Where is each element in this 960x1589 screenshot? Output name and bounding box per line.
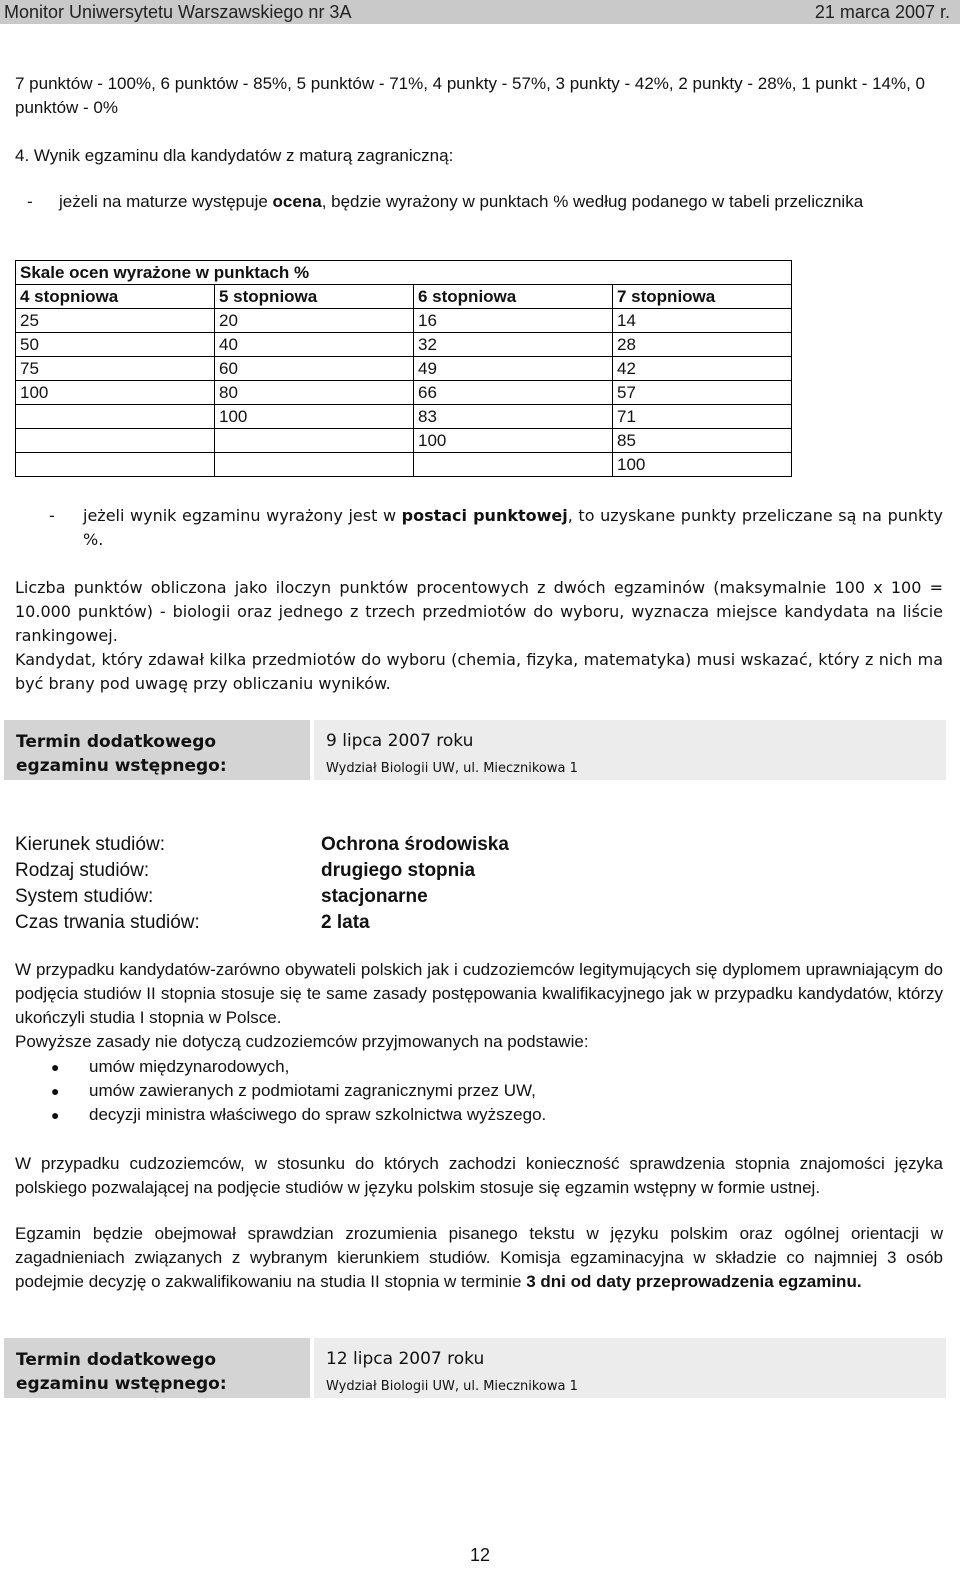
para-kandydat: Kandydat, który zdawał kilka przedmiotów do wyboru (chemia, fizyka, matematyka) musi wskazać, który z nich ma być brany pod uwagę przy obliczaniu wyników.: [15, 650, 943, 693]
table-cell: [16, 405, 215, 429]
page-header: [0, 0, 960, 24]
list-item: [15, 1055, 943, 1079]
table-cell: [215, 429, 414, 453]
bullet-ocena-text: [59, 190, 863, 214]
para-egzamin-bold: 3 dni od daty przeprowadzenia egzaminu.: [526, 1272, 862, 1291]
scale-table-header: [16, 285, 792, 309]
para-egzamin: [15, 1222, 943, 1294]
header-cell: 5 stopniowa: [215, 285, 414, 309]
bullet-dot-icon: ●: [51, 1107, 60, 1123]
exemptions-list: [15, 1055, 943, 1127]
table-row: [16, 453, 792, 477]
program-key: Czas trwania studiów:: [15, 912, 200, 933]
table-cell: 60: [215, 357, 414, 381]
program-value: 2 lata: [321, 912, 370, 933]
bullet-punktowa-post: , to uzyskane punkty przeliczane są na punkty %.: [83, 506, 944, 549]
page-number: 12: [469, 1545, 491, 1565]
table-cell: [16, 453, 215, 477]
table-row: [16, 381, 792, 405]
program-row: [15, 910, 509, 936]
bullet-punktowa-text: [83, 504, 943, 552]
table-cell: 42: [613, 357, 792, 381]
program-value: drugiego stopnia: [321, 860, 476, 881]
program-key: System studiów:: [15, 886, 154, 907]
scale-table-title: Skale ocen wyrażone w punktach %: [16, 261, 792, 285]
header-cell: 4 stopniowa: [16, 285, 215, 309]
list-item-text: umów zawieranych z podmiotami zagranicznymi przez UW,: [89, 1081, 536, 1100]
scale-percent-line: 7 punktów - 100%, 6 punktów - 85%, 5 punktów - 71%, 4 punkty - 57%, 3 punkty - 42%, 2 punkty - 28%, 1 punkt - 14%, 0 punktów - 0%: [15, 74, 926, 117]
table-cell: 49: [414, 357, 613, 381]
table-cell: 83: [414, 405, 613, 429]
program-key: Rodzaj studiów:: [15, 860, 150, 881]
table-row: [16, 405, 792, 429]
bullet-punktowa-pre: jeżeli wynik egzaminu wyrażony jest w: [83, 506, 402, 525]
table-cell: 16: [414, 309, 613, 333]
dash: -: [49, 506, 55, 525]
para-liczba: Liczba punktów obliczona jako iloczyn punktów procentowych z dwóch egzaminów (maksymalnie 100 x 100 = 10.000 punktów) - biologii oraz jednego z trzech przedmiotów do wyboru, wyznacza miejsce kandydata na liście rankingowej.: [15, 578, 943, 645]
bullet-punktowa-bold: postaci punktowej: [401, 506, 568, 525]
table-cell: 100: [16, 381, 215, 405]
scale-table: [15, 260, 792, 477]
exam-term-label: Termin dodatkowego egzaminu wstępnego:: [4, 720, 310, 780]
table-cell: 85: [613, 429, 792, 453]
table-cell: 40: [215, 333, 414, 357]
program-key: Kierunek studiów:: [15, 834, 165, 855]
table-cell: 66: [414, 381, 613, 405]
table-cell: 71: [613, 405, 792, 429]
program-value: stacjonarne: [321, 886, 428, 907]
header-date: 21 marca 2007 r.: [814, 1, 950, 22]
header-publication: Monitor Uniwersytetu Warszawskiego nr 3A: [4, 1, 352, 22]
para-powyzsze: Powyższe zasady nie dotyczą cudzoziemców przyjmowanych na podstawie:: [15, 1032, 589, 1051]
exam-term-box-2: [4, 1338, 946, 1398]
list-item: [15, 1103, 943, 1127]
exam-date: 9 lipca 2007 roku: [326, 731, 474, 751]
program-row: [15, 832, 509, 858]
table-cell: [414, 453, 613, 477]
table-cell: 57: [613, 381, 792, 405]
exam-term-details: [314, 720, 946, 780]
exam-term-label: Termin dodatkowego egzaminu wstępnego:: [4, 1338, 310, 1398]
table-cell: 28: [613, 333, 792, 357]
para-przypadku: W przypadku kandydatów-zarówno obywateli polskich jak i cudzoziemców legitymujących się dyplomem uprawniającym do podjęcia studiów II stopnia stosuje się te same zasady postępowania kwalifikacyjnego jak w przypadku kandydatów, którzy ukończyli studia I stopnia w Polsce.: [15, 960, 943, 1027]
exam-term-box-1: [4, 720, 946, 780]
program-info: [15, 832, 509, 936]
table-cell: 20: [215, 309, 414, 333]
list-item-text: decyzji ministra właściwego do spraw szkolnictwa wyższego.: [89, 1105, 547, 1124]
exam-place: Wydział Biologii UW, ul. Miecznikowa 1: [326, 761, 578, 776]
table-cell: 100: [414, 429, 613, 453]
program-row: [15, 884, 509, 910]
program-row: [15, 858, 509, 884]
table-cell: 100: [215, 405, 414, 429]
para-egzamin-pre: Egzamin będzie obejmował sprawdzian zrozumienia pisanego tekstu w języku polskim oraz ogólnej orientacji w zagadnieniach związanych z wybranym kierunkiem studiów. Komisja egzaminacyjna w składzie co najmniej 3 osób podejmie decyzję o zakwalifikowaniu na studia II stopnia w terminie: [15, 1224, 943, 1291]
bullet-ocena-pre: jeżeli na maturze występuje: [59, 192, 273, 211]
list-item-text: umów międzynarodowych,: [89, 1057, 290, 1076]
bullet-dot-icon: ●: [51, 1083, 60, 1099]
bullet-dot-icon: ●: [51, 1059, 60, 1075]
table-row: [16, 357, 792, 381]
program-value: Ochrona środowiska: [321, 834, 509, 855]
table-cell: [16, 429, 215, 453]
table-row: [16, 429, 792, 453]
table-cell: 32: [414, 333, 613, 357]
header-cell: 6 stopniowa: [414, 285, 613, 309]
section-4-title: 4. Wynik egzaminu dla kandydatów z maturą zagraniczną:: [15, 146, 454, 165]
table-cell: 50: [16, 333, 215, 357]
bullet-ocena-post: , będzie wyrażony w punktach % według podanego w tabeli przelicznika: [321, 192, 864, 211]
bullet-punktowa: [15, 504, 943, 552]
para-cudzoziemcow: W przypadku cudzoziemców, w stosunku do których zachodzi konieczność sprawdzenia stopnia znajomości języka polskiego pozwalającej na podjęcie studiów w języku polskim stosuje się egzamin wstępny w formie ustnej.: [15, 1154, 943, 1197]
exam-term-details: [314, 1338, 946, 1398]
table-cell: 75: [16, 357, 215, 381]
table-row: [16, 309, 792, 333]
bullet-ocena: [15, 190, 943, 214]
header-cell: 7 stopniowa: [613, 285, 792, 309]
table-cell: 25: [16, 309, 215, 333]
exam-place: Wydział Biologii UW, ul. Miecznikowa 1: [326, 1379, 578, 1394]
table-row: [16, 333, 792, 357]
bullet-ocena-bold: ocena: [272, 192, 322, 211]
exam-date: 12 lipca 2007 roku: [326, 1349, 485, 1369]
list-item: [15, 1079, 943, 1103]
table-cell: 80: [215, 381, 414, 405]
table-cell: [215, 453, 414, 477]
dash: -: [27, 192, 33, 211]
table-cell: 14: [613, 309, 792, 333]
table-cell: 100: [613, 453, 792, 477]
